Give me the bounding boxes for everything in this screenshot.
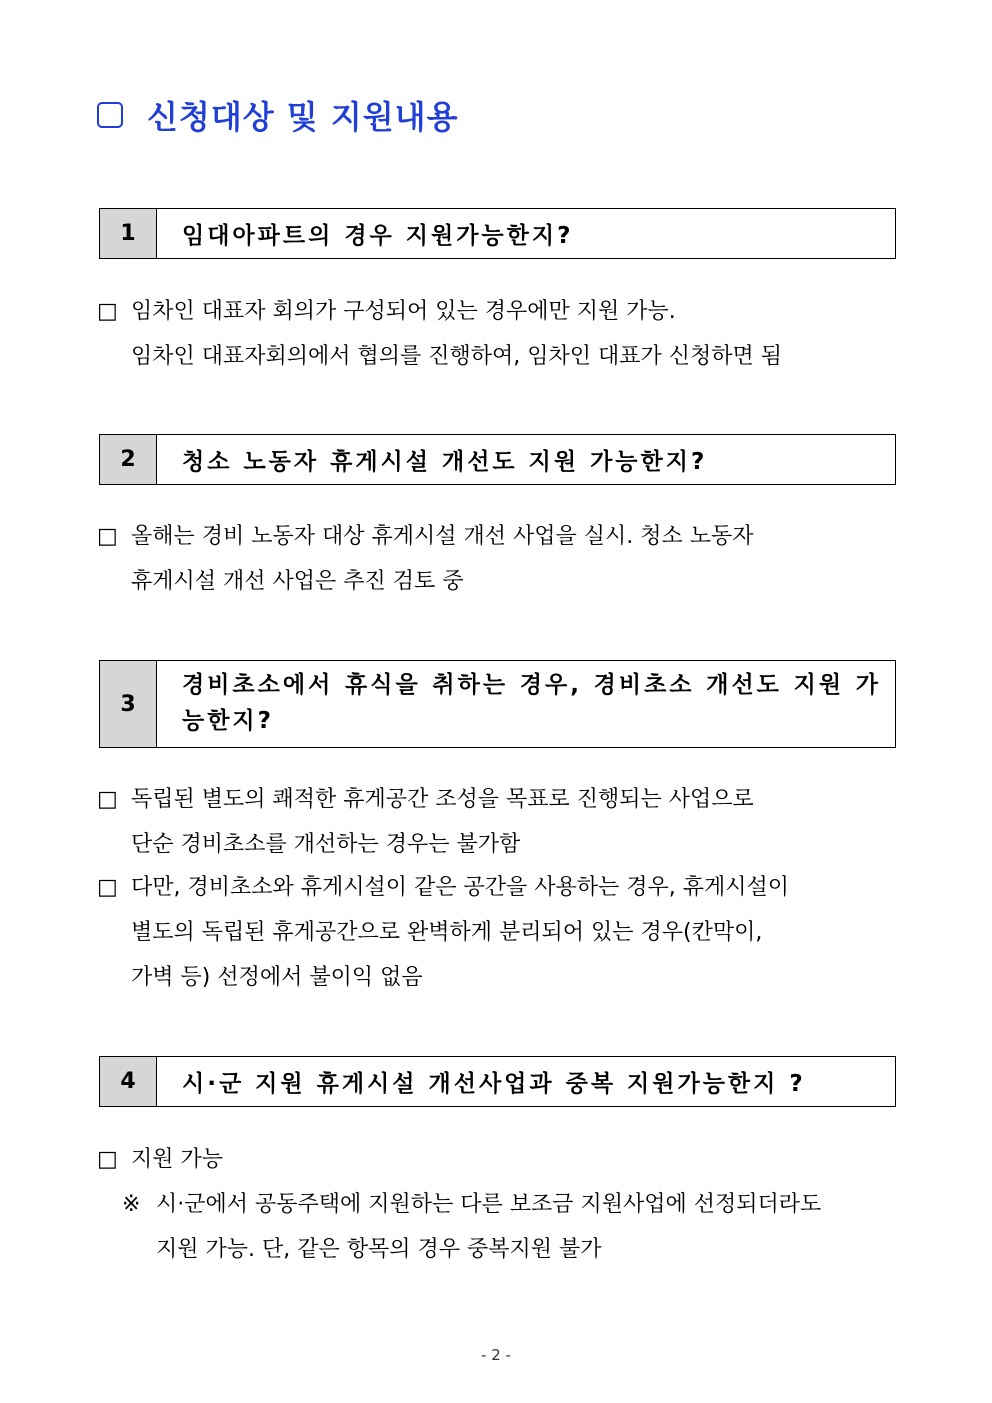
note-text: 시·군에서 공동주택에 지원하는 다른 보조금 지원사업에 선정되더라도 xyxy=(156,1192,822,1217)
checkbox-icon: □ xyxy=(97,299,118,324)
question-text: 경비초소에서 휴식을 취하는 경우, 경비초소 개선도 지원 가능한지? xyxy=(182,672,881,734)
answer-text: 올해는 경비 노동자 대상 휴게시설 개선 사업을 실시. 청소 노동자 xyxy=(131,524,754,549)
answer-text: 임차인 대표자회의에서 협의를 진행하여, 임차인 대표가 신청하면 됨 xyxy=(131,344,783,369)
answer-line xyxy=(131,342,782,372)
section-title xyxy=(97,92,459,138)
answer-line xyxy=(97,873,789,903)
note-text: 지원 가능. 단, 같은 항목의 경우 중복지원 불가 xyxy=(156,1237,602,1262)
answer-text: 휴게시설 개선 사업은 추진 검토 중 xyxy=(131,569,464,594)
page-number: - 2 - xyxy=(481,1346,511,1364)
answer-line xyxy=(97,785,754,815)
question-number: 2 xyxy=(100,435,157,484)
checkbox-icon: □ xyxy=(97,524,118,549)
question-box-1 xyxy=(99,208,896,259)
reference-mark-icon: ※ xyxy=(122,1192,141,1217)
answer-text: 독립된 별도의 쾌적한 휴게공간 조성을 목표로 진행되는 사업으로 xyxy=(131,787,754,812)
answer-text: 가벽 등) 선정에서 불이익 없음 xyxy=(131,965,423,990)
answer-line xyxy=(97,1145,223,1175)
question-box-3 xyxy=(99,660,896,748)
answer-line xyxy=(97,297,676,327)
checkbox-icon: □ xyxy=(97,875,118,900)
answer-text: 별도의 독립된 휴게공간으로 완벽하게 분리되어 있는 경우(칸막이, xyxy=(131,920,763,945)
answer-text: 다만, 경비초소와 휴게시설이 같은 공간을 사용하는 경우, 휴게시설이 xyxy=(131,875,789,900)
question-box-4 xyxy=(99,1056,896,1107)
title-checkbox-icon xyxy=(97,102,123,128)
answer-line xyxy=(97,522,754,552)
title-text: 신청대상 및 지원내용 xyxy=(147,98,459,136)
answer-text: 지원 가능 xyxy=(131,1147,224,1172)
checkbox-icon: □ xyxy=(97,787,118,812)
answer-text: 단순 경비초소를 개선하는 경우는 불가함 xyxy=(131,832,521,857)
question-number: 1 xyxy=(100,209,157,258)
answer-line xyxy=(131,918,762,948)
answer-line xyxy=(131,830,520,860)
question-box-2 xyxy=(99,434,896,485)
checkbox-icon: □ xyxy=(97,1147,118,1172)
answer-text: 임차인 대표자 회의가 구성되어 있는 경우에만 지원 가능. xyxy=(131,299,676,324)
answer-line xyxy=(131,567,464,597)
note-line xyxy=(122,1190,821,1220)
note-line xyxy=(156,1235,601,1265)
question-text: 시·군 지원 휴게시설 개선사업과 중복 지원가능한지 ? xyxy=(182,1071,806,1097)
question-number: 4 xyxy=(100,1057,157,1106)
question-text: 임대아파트의 경우 지원가능한지? xyxy=(182,223,574,249)
answer-line xyxy=(131,963,423,993)
question-text: 청소 노동자 휴게시설 개선도 지원 가능한지? xyxy=(182,449,708,475)
question-number: 3 xyxy=(100,661,157,747)
